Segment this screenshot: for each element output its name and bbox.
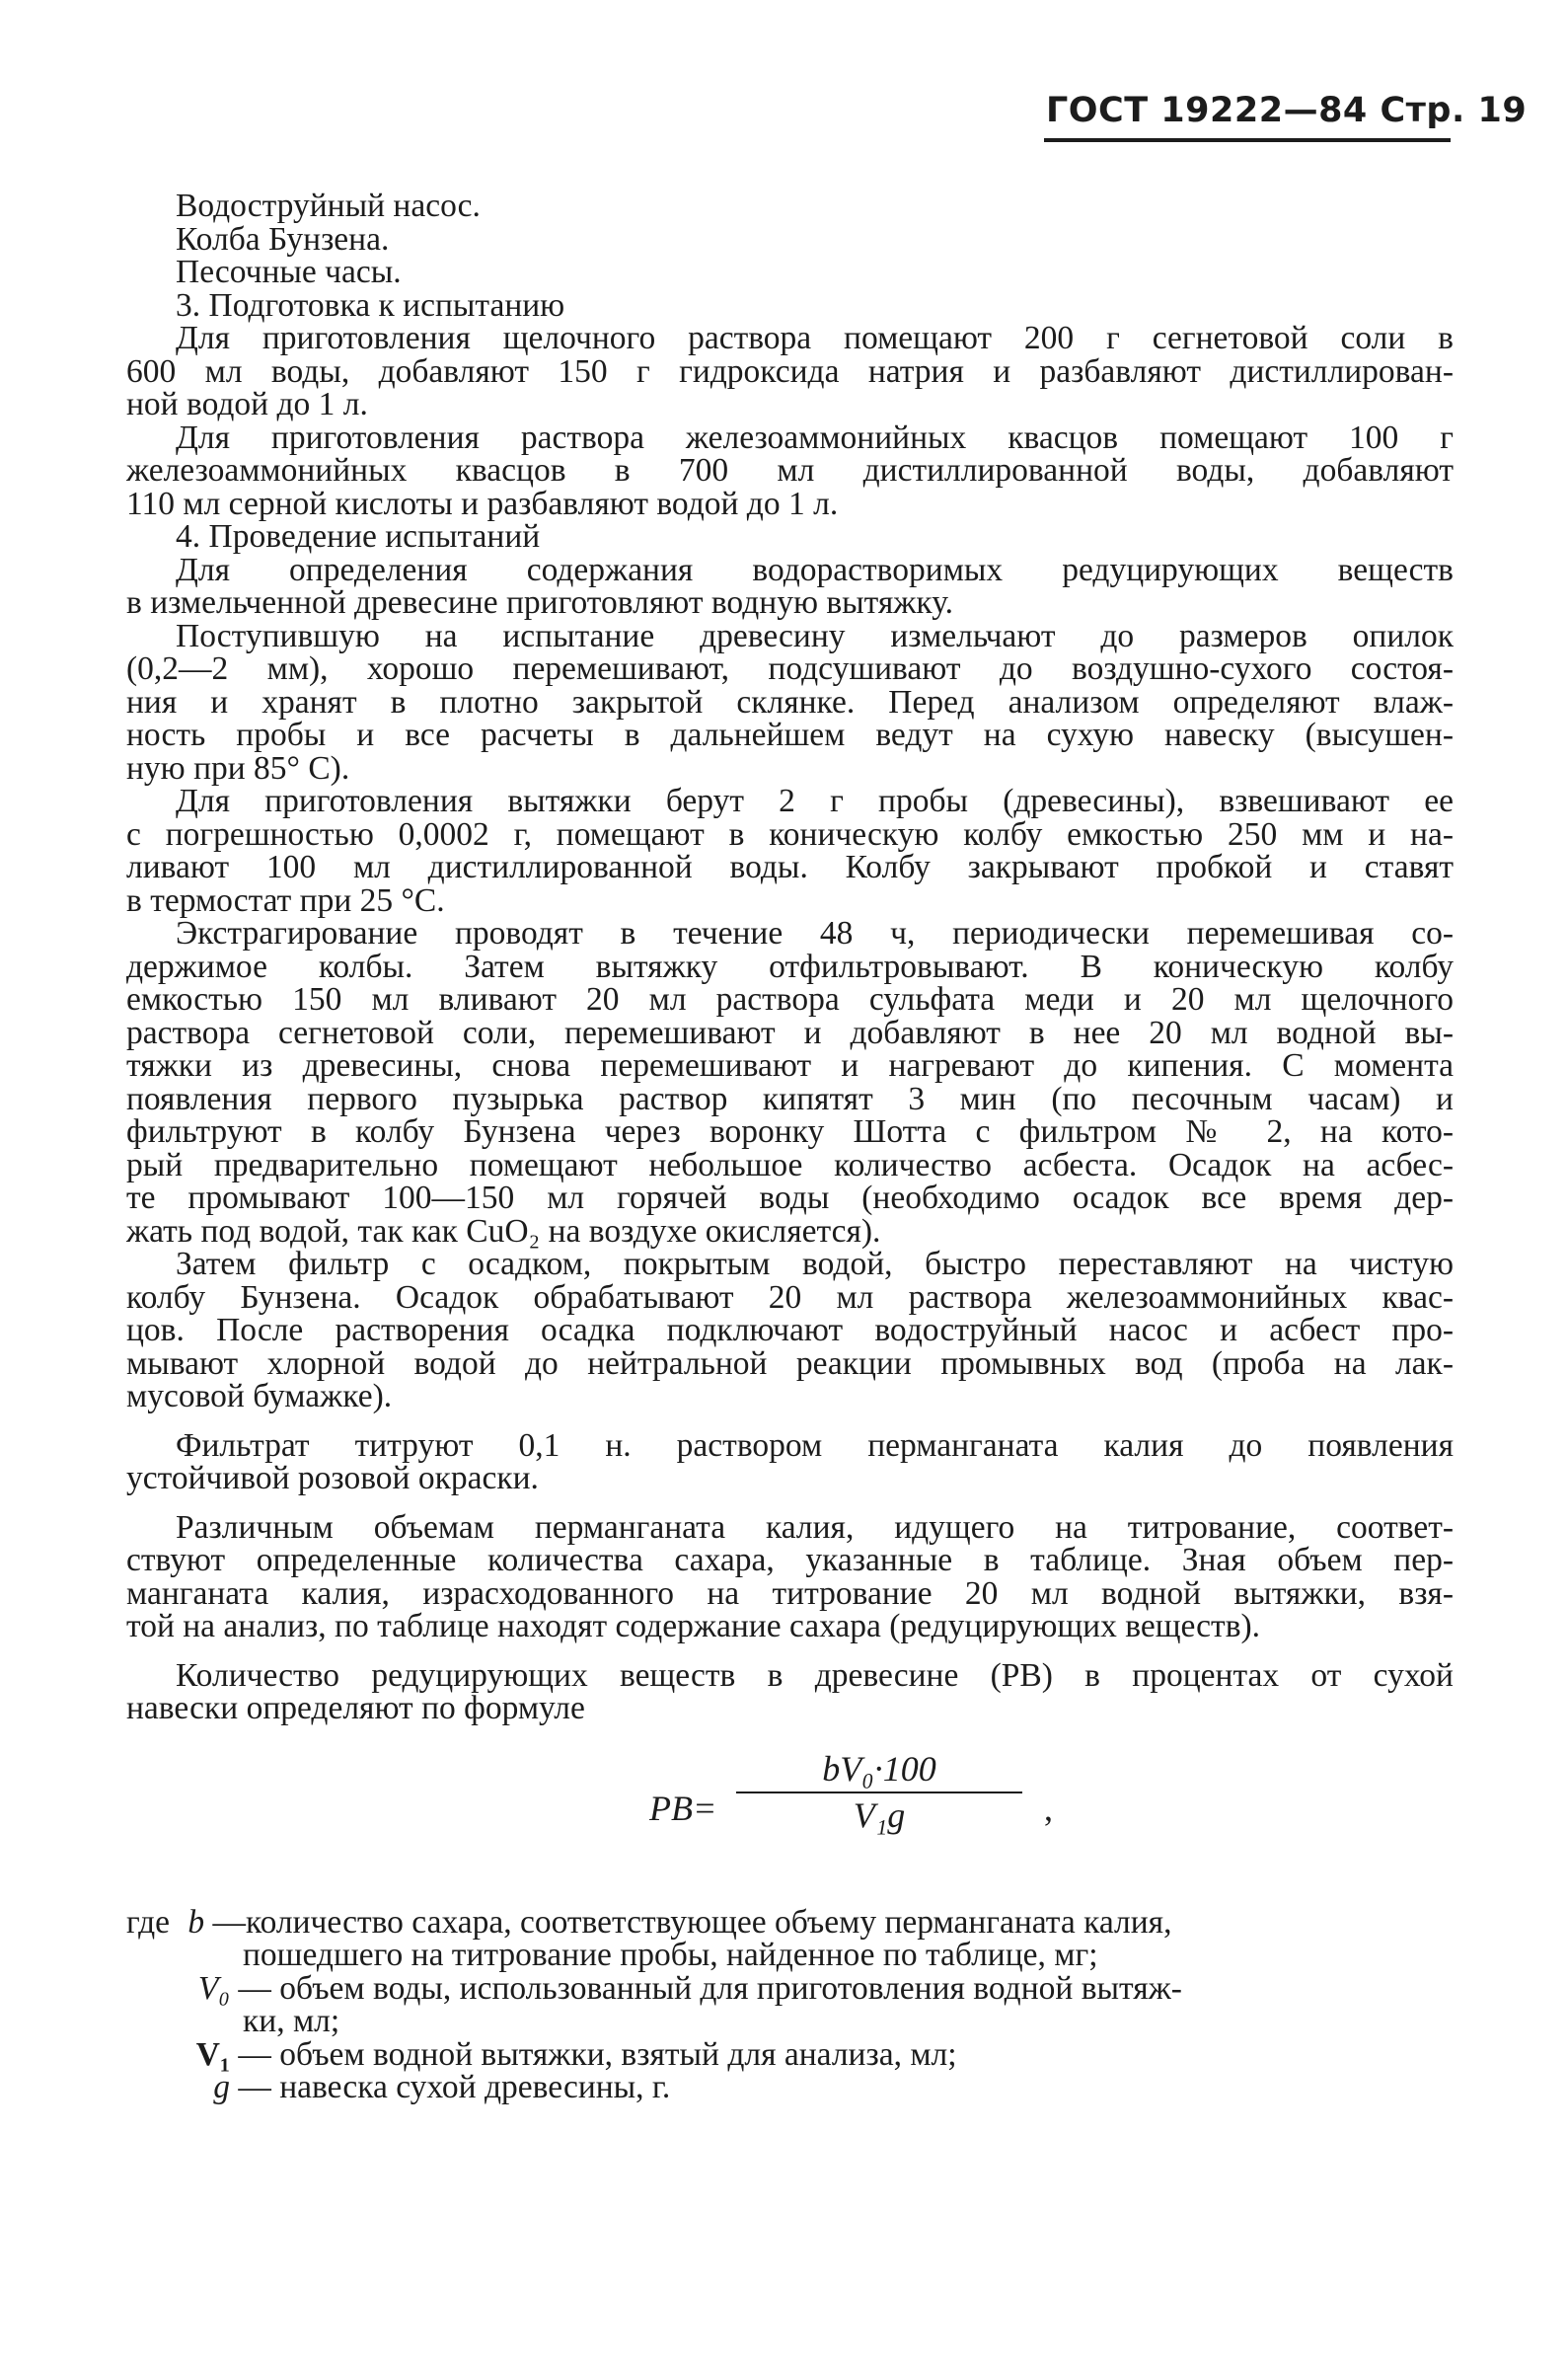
definition-symbol: V₀ <box>197 1969 230 2007</box>
definition-item <box>126 2071 1454 2104</box>
formula-lhs: РВ= <box>649 1788 717 1828</box>
definition-item <box>126 2035 1454 2073</box>
paragraph: Фильтрат титруют 0,1 н. раствором перманганата калия до появления устойчивой розовой окраски. <box>126 1426 1454 1496</box>
equipment-list <box>126 190 1454 289</box>
formula-numerator: bV₀·100 <box>822 1748 936 1789</box>
paragraph: Различным объемам перманганата калия, идущего на титрование, соответ- ствуют определенные количества сахара, указанные в таблице. Зная объем пер- манганата калия, израсходованного на титрование 20 мл водной вытяжки, взя- той на анализ, по таблице находят содержание сахара (редуцирующих веществ). <box>126 1508 1454 1644</box>
definition-text: —количество сахара, соответствующее объему перманганата калия, <box>212 1903 1172 1941</box>
paragraph: Для приготовления щелочного раствора помещают 200 г сегнетовой соли в 600 мл воды, добавляют 150 г гидроксида натрия и разбавляют дистиллирован- ной водой до 1 л. <box>126 320 1454 422</box>
definition-item <box>126 1969 1454 2007</box>
definition-text: — навеска сухой древесины, г. <box>238 2069 671 2105</box>
section-3-title: 3. Подготовка к испытанию <box>176 286 565 324</box>
paragraph: Поступившую на испытание древесину измельчают до размеров опилок (0,2—2 мм), хорошо перемешивают, подсушивают до воздушно-сухого состоя- ния и хранят в плотно закрытой склянке. Перед анализом определяют влаж- ность пробы и все расчеты в дальнейшем ведут на сухую навеску (высушен- ную при 85° С). <box>126 617 1454 787</box>
paragraph: Затем фильтр с осадком, покрытым водой, быстро переставляют на чистую колбу Бунзена. Осадок обрабатывают 20 мл раствора железоаммонийных квас- цов. После растворения осадка подключают водоструйный насос и асбест про- мывают хлорной водой до нейтральной реакции промывных вод (проба на лак- мусовой бумажке). <box>126 1246 1454 1414</box>
paragraph: Для приготовления раствора железоаммонийных квасцов помещают 100 г железоаммонийных квасцов в 700 мл дистиллированной воды, добавляют 110 мл серной кислоты и разбавляют водой до 1 л. <box>126 419 1454 522</box>
formula-denominator: V₁g <box>853 1795 906 1835</box>
definition-symbol: b <box>187 1903 205 1941</box>
list-item: Колба Бунзена. <box>176 220 390 258</box>
definition-item <box>126 1903 1454 1941</box>
paragraph: Для определения содержания водорастворимых редуцирующих веществ в измельченной древесине приготовляют водную вытяжку. <box>126 551 1454 621</box>
formula-comma: , <box>1044 1788 1053 1828</box>
definition-prefix: где <box>126 1903 170 1941</box>
formula <box>126 1749 1454 1882</box>
page-header: ГОСТ 19222—84 Стр. 19 <box>1046 91 1528 130</box>
definition-text: — объем воды, использованный для приготовления водной вытяж- <box>238 1969 1182 2007</box>
formula-fraction <box>736 1748 1022 1835</box>
header-rule <box>1044 138 1451 142</box>
paragraph: Количество редуцирующих веществ в древесине (РВ) в процентах от сухой навески определяют по формуле <box>126 1656 1454 1726</box>
list-item: Песочные часы. <box>176 254 402 290</box>
definition-continuation: ки, мл; <box>243 2003 340 2039</box>
document-body <box>126 190 1454 2104</box>
section-4-title: 4. Проведение испытаний <box>176 518 541 555</box>
list-item: Водоструйный насос. <box>176 188 481 224</box>
definitions-list <box>126 1903 1454 2105</box>
definition-symbol: V₁ <box>195 2035 230 2073</box>
definition-continuation: пошедшего на титрование пробы, найденное по таблице, мг; <box>243 1937 1098 1973</box>
paragraph: Экстрагирование проводят в течение 48 ч, периодически перемешивая со- держимое колбы. Затем вытяжку отфильтровывают. В коническую колбу емкостью 150 мл вливают 20 мл раствора сульфата меди и 20 мл щелочного раствора сегнетовой соли, перемешивают и добавляют в нее 20 мл водной вы- тяжки из древесины, снова перемешивают и нагревают до кипения. С момента появления первого пузырька раствор кипятят 3 мин (по песочным часам) и фильтруют в колбу Бунзена через воронку Шотта с фильтром № 2, на кото- рый предварительно помещают небольшое количество асбеста. Осадок на асбес- те промывают 100—150 мл горячей воды (необходимо осадок все время дер- жать под водой, так как CuO₂ на воздухе окисляется). <box>126 915 1454 1250</box>
definition-text: — объем водной вытяжки, взятый для анализа, мл; <box>238 2035 957 2073</box>
paragraph: Для приготовления вытяжки берут 2 г пробы (древесины), взвешивают ее с погрешностью 0,0002 г, помещают в коническую колбу емкостью 250 мм и на- ливают 100 мл дистиллированной воды. Колбу закрывают пробкой и ставят в термостат при 25 °С. <box>126 783 1454 919</box>
fraction-bar <box>736 1791 1022 1793</box>
definition-symbol: g <box>213 2069 230 2105</box>
